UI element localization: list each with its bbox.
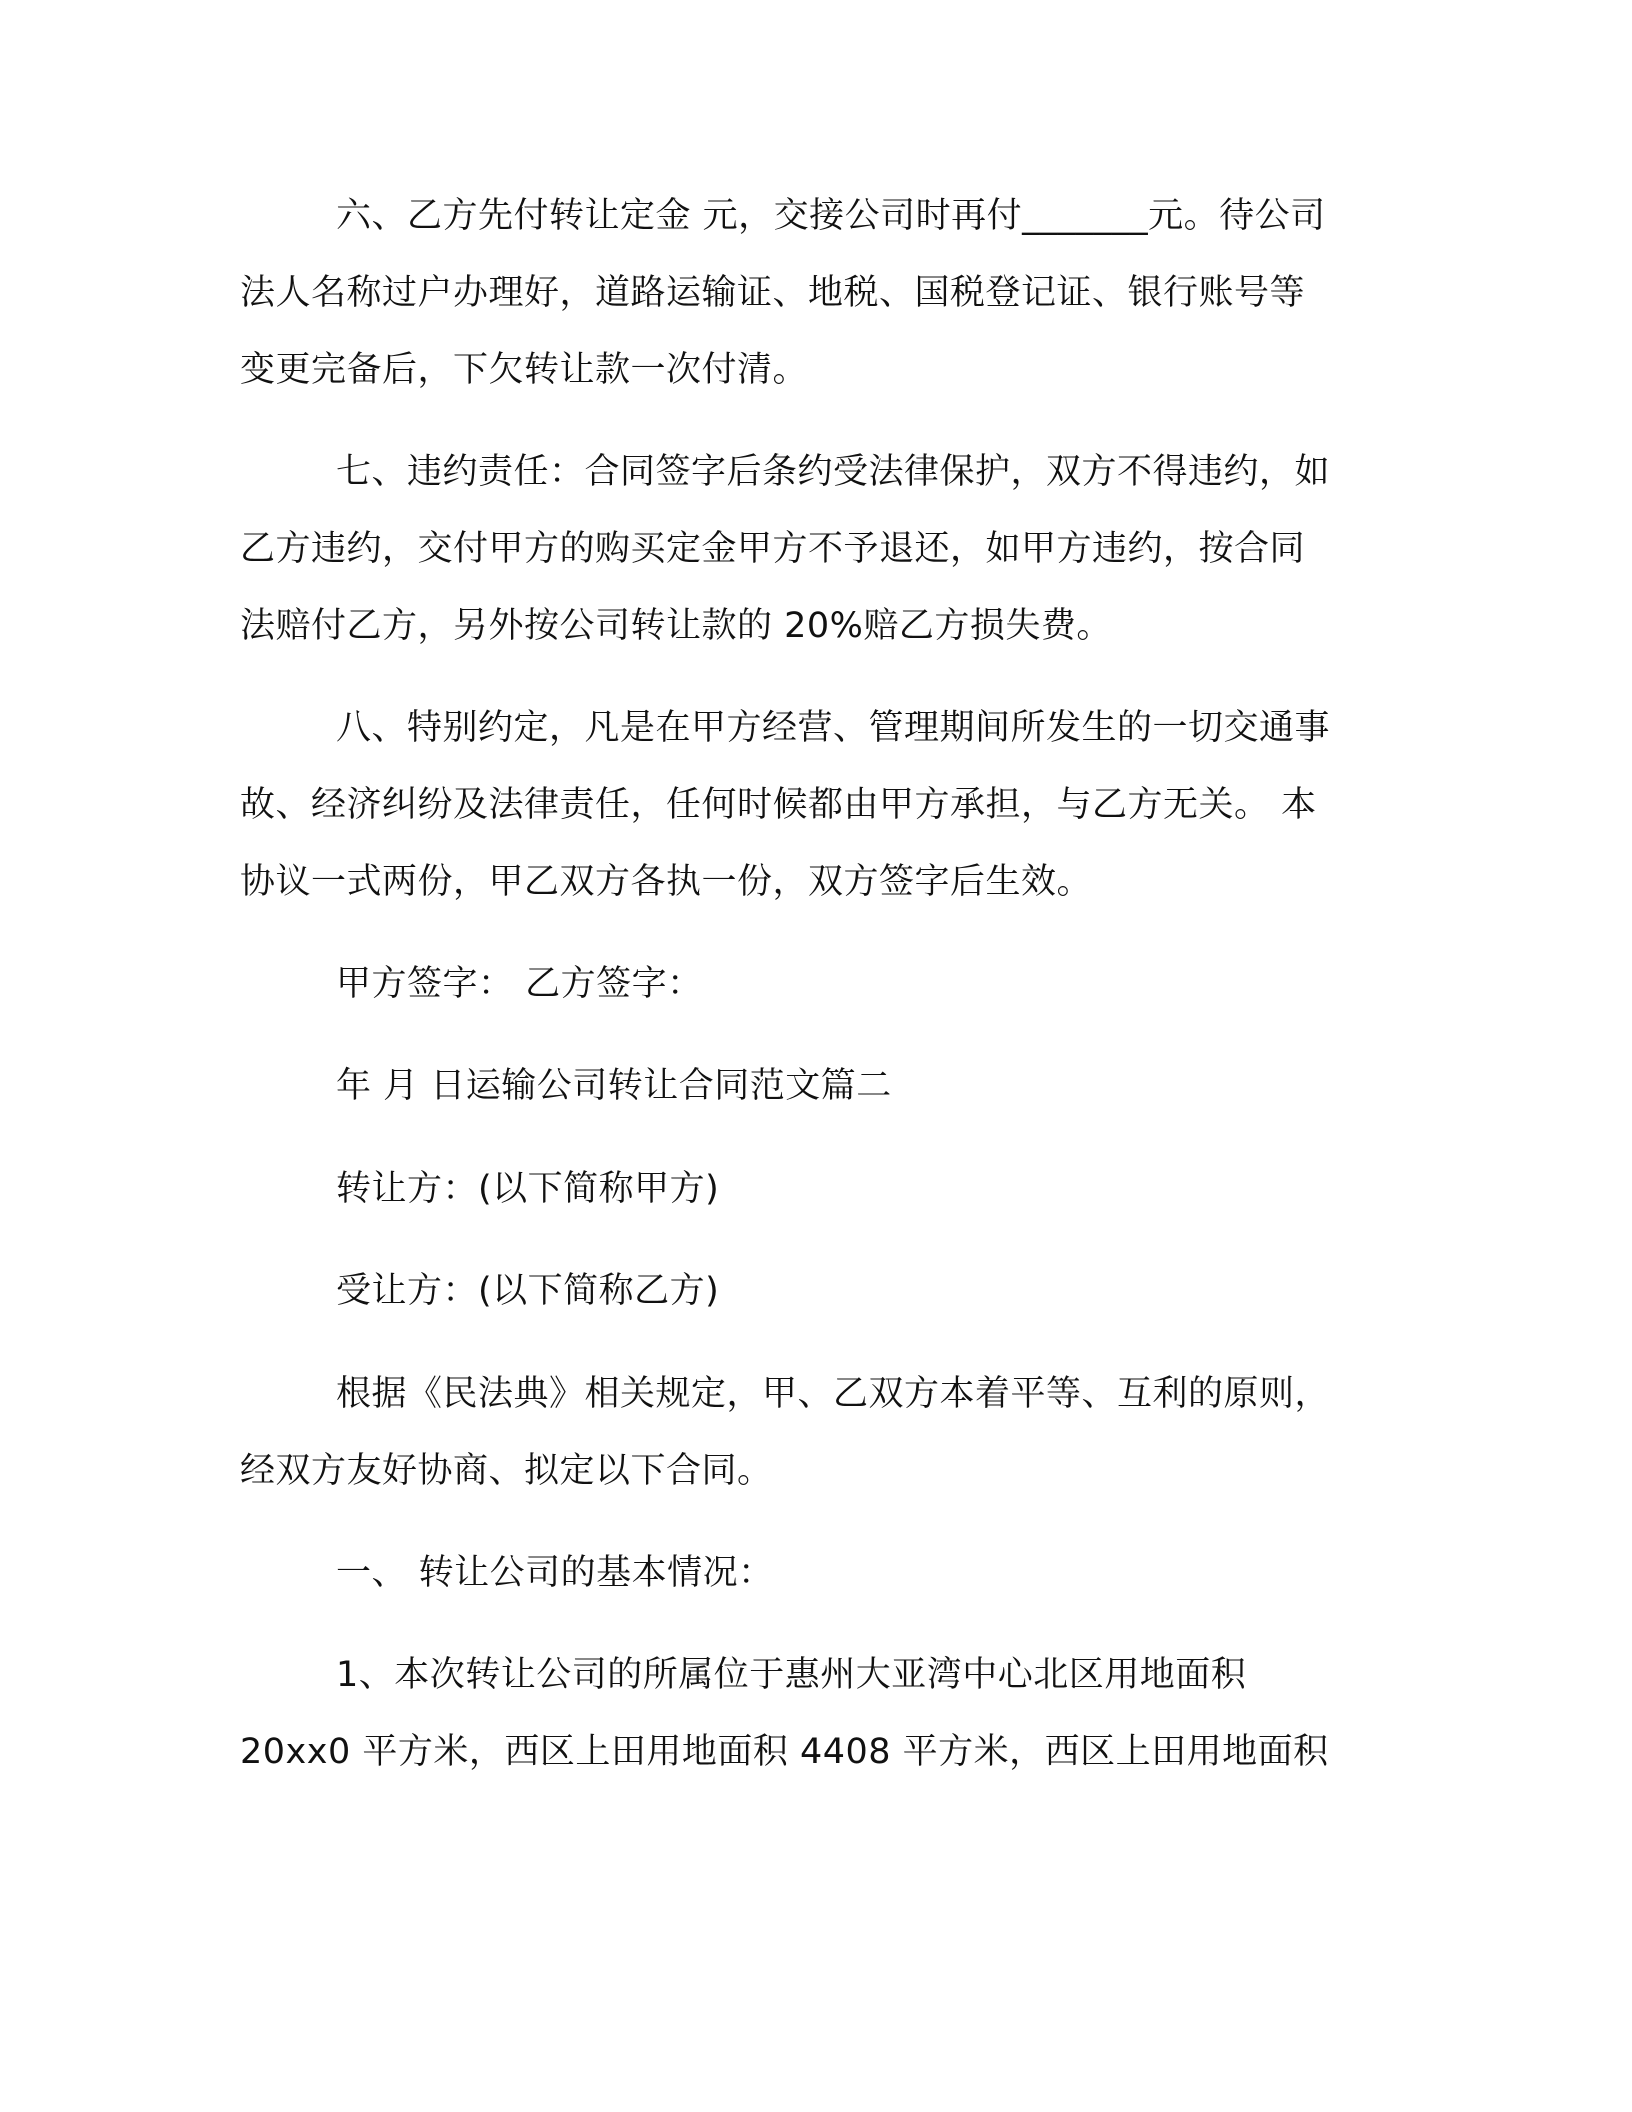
transferor-line bbox=[240, 1151, 1390, 1228]
paragraph-six bbox=[240, 178, 1390, 409]
transferor-text: 转让方：(以下简称甲方) bbox=[336, 1169, 720, 1209]
paragraph-line: 法人名称过户办理好，道路运输证、地税、国税登记证、银行账号等 bbox=[240, 273, 1306, 313]
intro-paragraph bbox=[240, 1356, 1390, 1510]
paragraph-line: 乙方违约，交付甲方的购买定金甲方不予退还，如甲方违约，按合同 bbox=[240, 529, 1306, 569]
signature-line bbox=[240, 946, 1390, 1023]
signatures-text: 甲方签字： 乙方签字： bbox=[336, 964, 703, 1004]
transferee-text: 受让方：(以下简称乙方) bbox=[336, 1271, 720, 1311]
paragraph-eight bbox=[240, 690, 1390, 921]
date-and-title: 年 月 日运输公司转让合同范文篇二 bbox=[336, 1066, 892, 1106]
paragraph-line: 1、本次转让公司的所属位于惠州大亚湾中心北区用地面积 bbox=[336, 1655, 1247, 1695]
paragraph-line: 经双方友好协商、拟定以下合同。 bbox=[240, 1451, 773, 1491]
section-one-heading bbox=[240, 1535, 1390, 1612]
paragraph-line: 七、违约责任：合同签字后条约受法律保护，双方不得违约，如 bbox=[336, 452, 1331, 492]
paragraph-seven bbox=[240, 434, 1390, 665]
item-one-paragraph bbox=[240, 1637, 1390, 1791]
section-title: 一、 转让公司的基本情况： bbox=[336, 1553, 774, 1593]
paragraph-line: 变更完备后，下欠转让款一次付清。 bbox=[240, 350, 809, 390]
paragraph-line: 根据《民法典》相关规定，甲、乙双方本着平等、互利的原则， bbox=[336, 1374, 1331, 1414]
paragraph-line: 六、乙方先付转让定金 元，交接公司时再付_______元。待公司 bbox=[336, 196, 1326, 236]
transferee-line bbox=[240, 1253, 1390, 1330]
paragraph-line: 法赔付乙方，另外按公司转让款的 20%赔乙方损失费。 bbox=[240, 606, 1112, 646]
paragraph-line: 20xx0 平方米，西区上田用地面积 4408 平方米，西区上田用地面积 bbox=[240, 1732, 1329, 1772]
date-title-line bbox=[240, 1048, 1390, 1125]
paragraph-line: 八、特别约定，凡是在甲方经营、管理期间所发生的一切交通事 bbox=[336, 708, 1331, 748]
paragraph-line: 故、经济纠纷及法律责任，任何时候都由甲方承担，与乙方无关。 本 bbox=[240, 785, 1317, 825]
paragraph-line: 协议一式两份，甲乙双方各执一份，双方签字后生效。 bbox=[240, 862, 1093, 902]
